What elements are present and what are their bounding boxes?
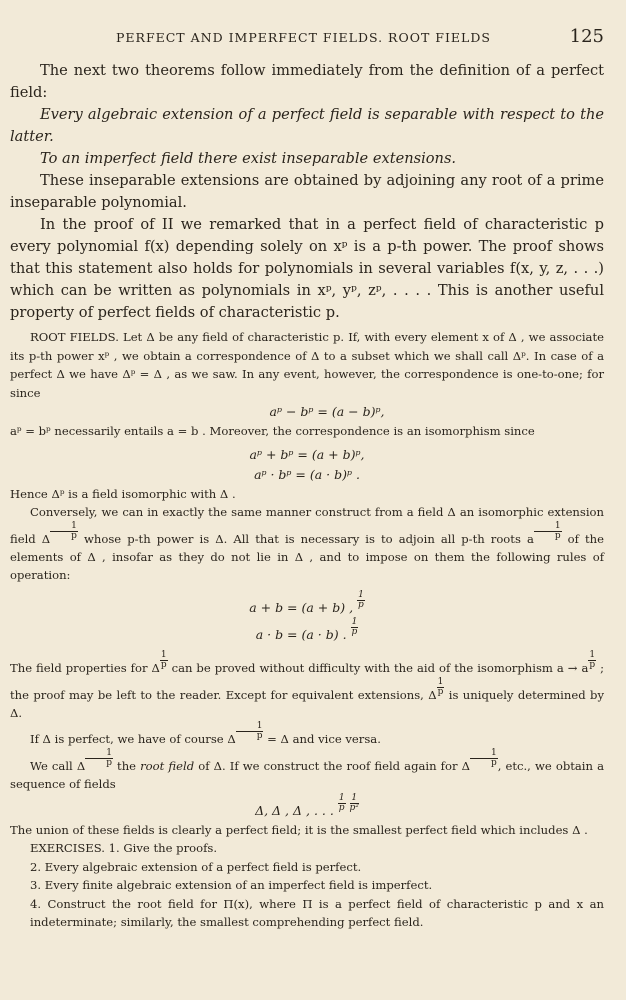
- exercise-2: 2. Every algebraic extension of a perfect field is perfect.: [30, 859, 362, 874]
- paragraph-proof-ii: In the proof of II we remarked that in a perfect field of characteristic p every polynomial f(x) depending solely on xᵖ is a p-th power. The proof shows that this statement also holds for polynomials in several variables f(x, y, z, . . .) which can be written as polynomials in xᵖ, yᵖ, zᵖ, . . . . This is another useful property of perfect fields of characteristic p.: [10, 216, 604, 321]
- paragraph-conversely: [10, 503, 604, 585]
- exercise-4: 4. Construct the root field for Π(x), where Π is a perfect field of characteristic p and x an indeterminate; similarly, the smallest comprehending perfect field.: [30, 896, 604, 930]
- equation-root-product: a · b = (a · b) . $\frac{1}{p}$: [255, 617, 358, 643]
- exponent-fraction: $\frac{1}{p}$: [85, 749, 113, 768]
- theorem-1-text: Every algebraic extension of a perfect field is separable with respect to the latter.: [10, 106, 604, 145]
- conversely-part-3: of the elements of Δ , insofar as they do not lie in Δ , and to impose on them the following rules of operation:: [10, 531, 604, 583]
- conversely-part-1: Conversely, we can in exactly the same manner construct from a field Δ an isomorphic extension field Δ: [10, 505, 604, 546]
- paragraph-root-field-definition: [10, 749, 604, 794]
- paragraph-union: The union of these fields is clearly a perfect field; it is the smallest perfect field which includes Δ .: [10, 822, 588, 837]
- conversely-part-2: whose p-th power is Δ. All that is necessary is to adjoin all p-th roots a: [83, 531, 534, 546]
- paragraph-field-properties: [10, 651, 604, 722]
- root-field-part-4: , etc., we obtain a sequence of fields: [10, 758, 604, 792]
- paragraph-hence: Hence Δᵖ is a field isomorphic with Δ .: [10, 486, 236, 501]
- field-properties-part-3: ; the proof may be left to the reader. Except for equivalent extensions, Δ: [10, 661, 604, 702]
- paragraph-perfect-case: [10, 722, 604, 748]
- page-number: 125: [569, 26, 604, 47]
- exercises-list: [10, 839, 604, 932]
- equation-sum: aᵖ + bᵖ = (a + b)ᵖ,: [249, 446, 365, 462]
- eq4-text: a + b = (a + b): [249, 600, 346, 616]
- equation-root-sum: a + b = (a + b) , $\frac{1}{p}$: [249, 589, 364, 616]
- exponent-fraction: $\frac{1}{p}$: [160, 650, 167, 671]
- exponent-fraction: $\frac{1}{p}$: [236, 722, 264, 741]
- equation-product: aᵖ · bᵖ = (a · b)ᵖ .: [254, 466, 360, 482]
- exponent-fraction: $\frac{1}{p}$: [470, 749, 498, 768]
- field-properties-part-2: can be proved without difficulty with the aid of the isomorphism a → a: [171, 661, 589, 676]
- exponent-fraction: $\frac{1}{p}$: [437, 676, 444, 697]
- exponent-fraction: $\frac{1}{p}$: [534, 522, 562, 541]
- theorem-2: [10, 148, 604, 170]
- eq6-exponent-1: $\frac{1}{p}$: [338, 792, 345, 813]
- root-field-part-2: the: [117, 758, 137, 773]
- eq5-text: a · b = (a · b): [255, 627, 339, 643]
- root-field-part-3: of Δ. If we construct the roof field again for Δ: [198, 758, 470, 773]
- field-properties-part-4: is uniquely determined by Δ.: [10, 687, 604, 720]
- equation-field-sequence: [10, 794, 604, 821]
- paragraph-inseparable: These inseparable extensions are obtained by adjoining any root of a prime inseparable polynomial.: [10, 172, 604, 211]
- exercise-heading: EXERCISES. 1. Give the proofs.: [30, 841, 217, 856]
- field-properties-part-1: The field properties for Δ: [10, 661, 160, 676]
- theorem-1: [10, 104, 604, 148]
- equation-difference: aᵖ − bᵖ = (a − b)ᵖ,: [269, 404, 385, 419]
- root-field-term: root field: [140, 758, 195, 773]
- eq6-exponent-2: $\frac{1}{\text{p²}}$: [349, 792, 359, 813]
- theorem-2-text: To an imperfect field there exist inseparable extensions.: [40, 150, 457, 167]
- running-title: PERFECT AND IMPERFECT FIELDS. ROOT FIELDS: [116, 30, 491, 45]
- eq4-exponent: $\frac{1}{p}$: [358, 589, 364, 610]
- eq6-text: Δ, Δ , Δ , . . .: [255, 802, 334, 818]
- eq5-exponent: $\frac{1}{p}$: [351, 617, 358, 638]
- perfect-case-part-1: If Δ is perfect, we have of course Δ: [30, 732, 236, 747]
- exponent-fraction: $\frac{1}{p}$: [50, 522, 78, 541]
- paragraph-intro: The next two theorems follow immediately from the definition of a perfect field:: [10, 62, 604, 101]
- exercise-3: 3. Every finite algebraic extension of an imperfect field is imperfect.: [30, 878, 433, 893]
- exponent-fraction: $\frac{1}{p}$: [589, 650, 596, 671]
- paragraph-root-fields: ROOT FIELDS. Let Δ be any field of characteristic p. If, with every element x of Δ , we associate its p-th power xᵖ , we obtain a correspondence of Δ to a subset which we shall call Δᵖ. In case of a perfect Δ we have Δᵖ = Δ , as we saw. In any event, however, the correspondence is one-to-one; for since: [10, 330, 604, 400]
- page-header: [10, 26, 604, 60]
- root-field-part-1: We call Δ: [30, 758, 86, 773]
- paragraph-entails: aᵖ = bᵖ necessarily entails a = b . Moreover, the correspondence is an isomorphism since: [10, 424, 535, 438]
- perfect-case-part-2: = Δ and vice versa.: [267, 732, 381, 747]
